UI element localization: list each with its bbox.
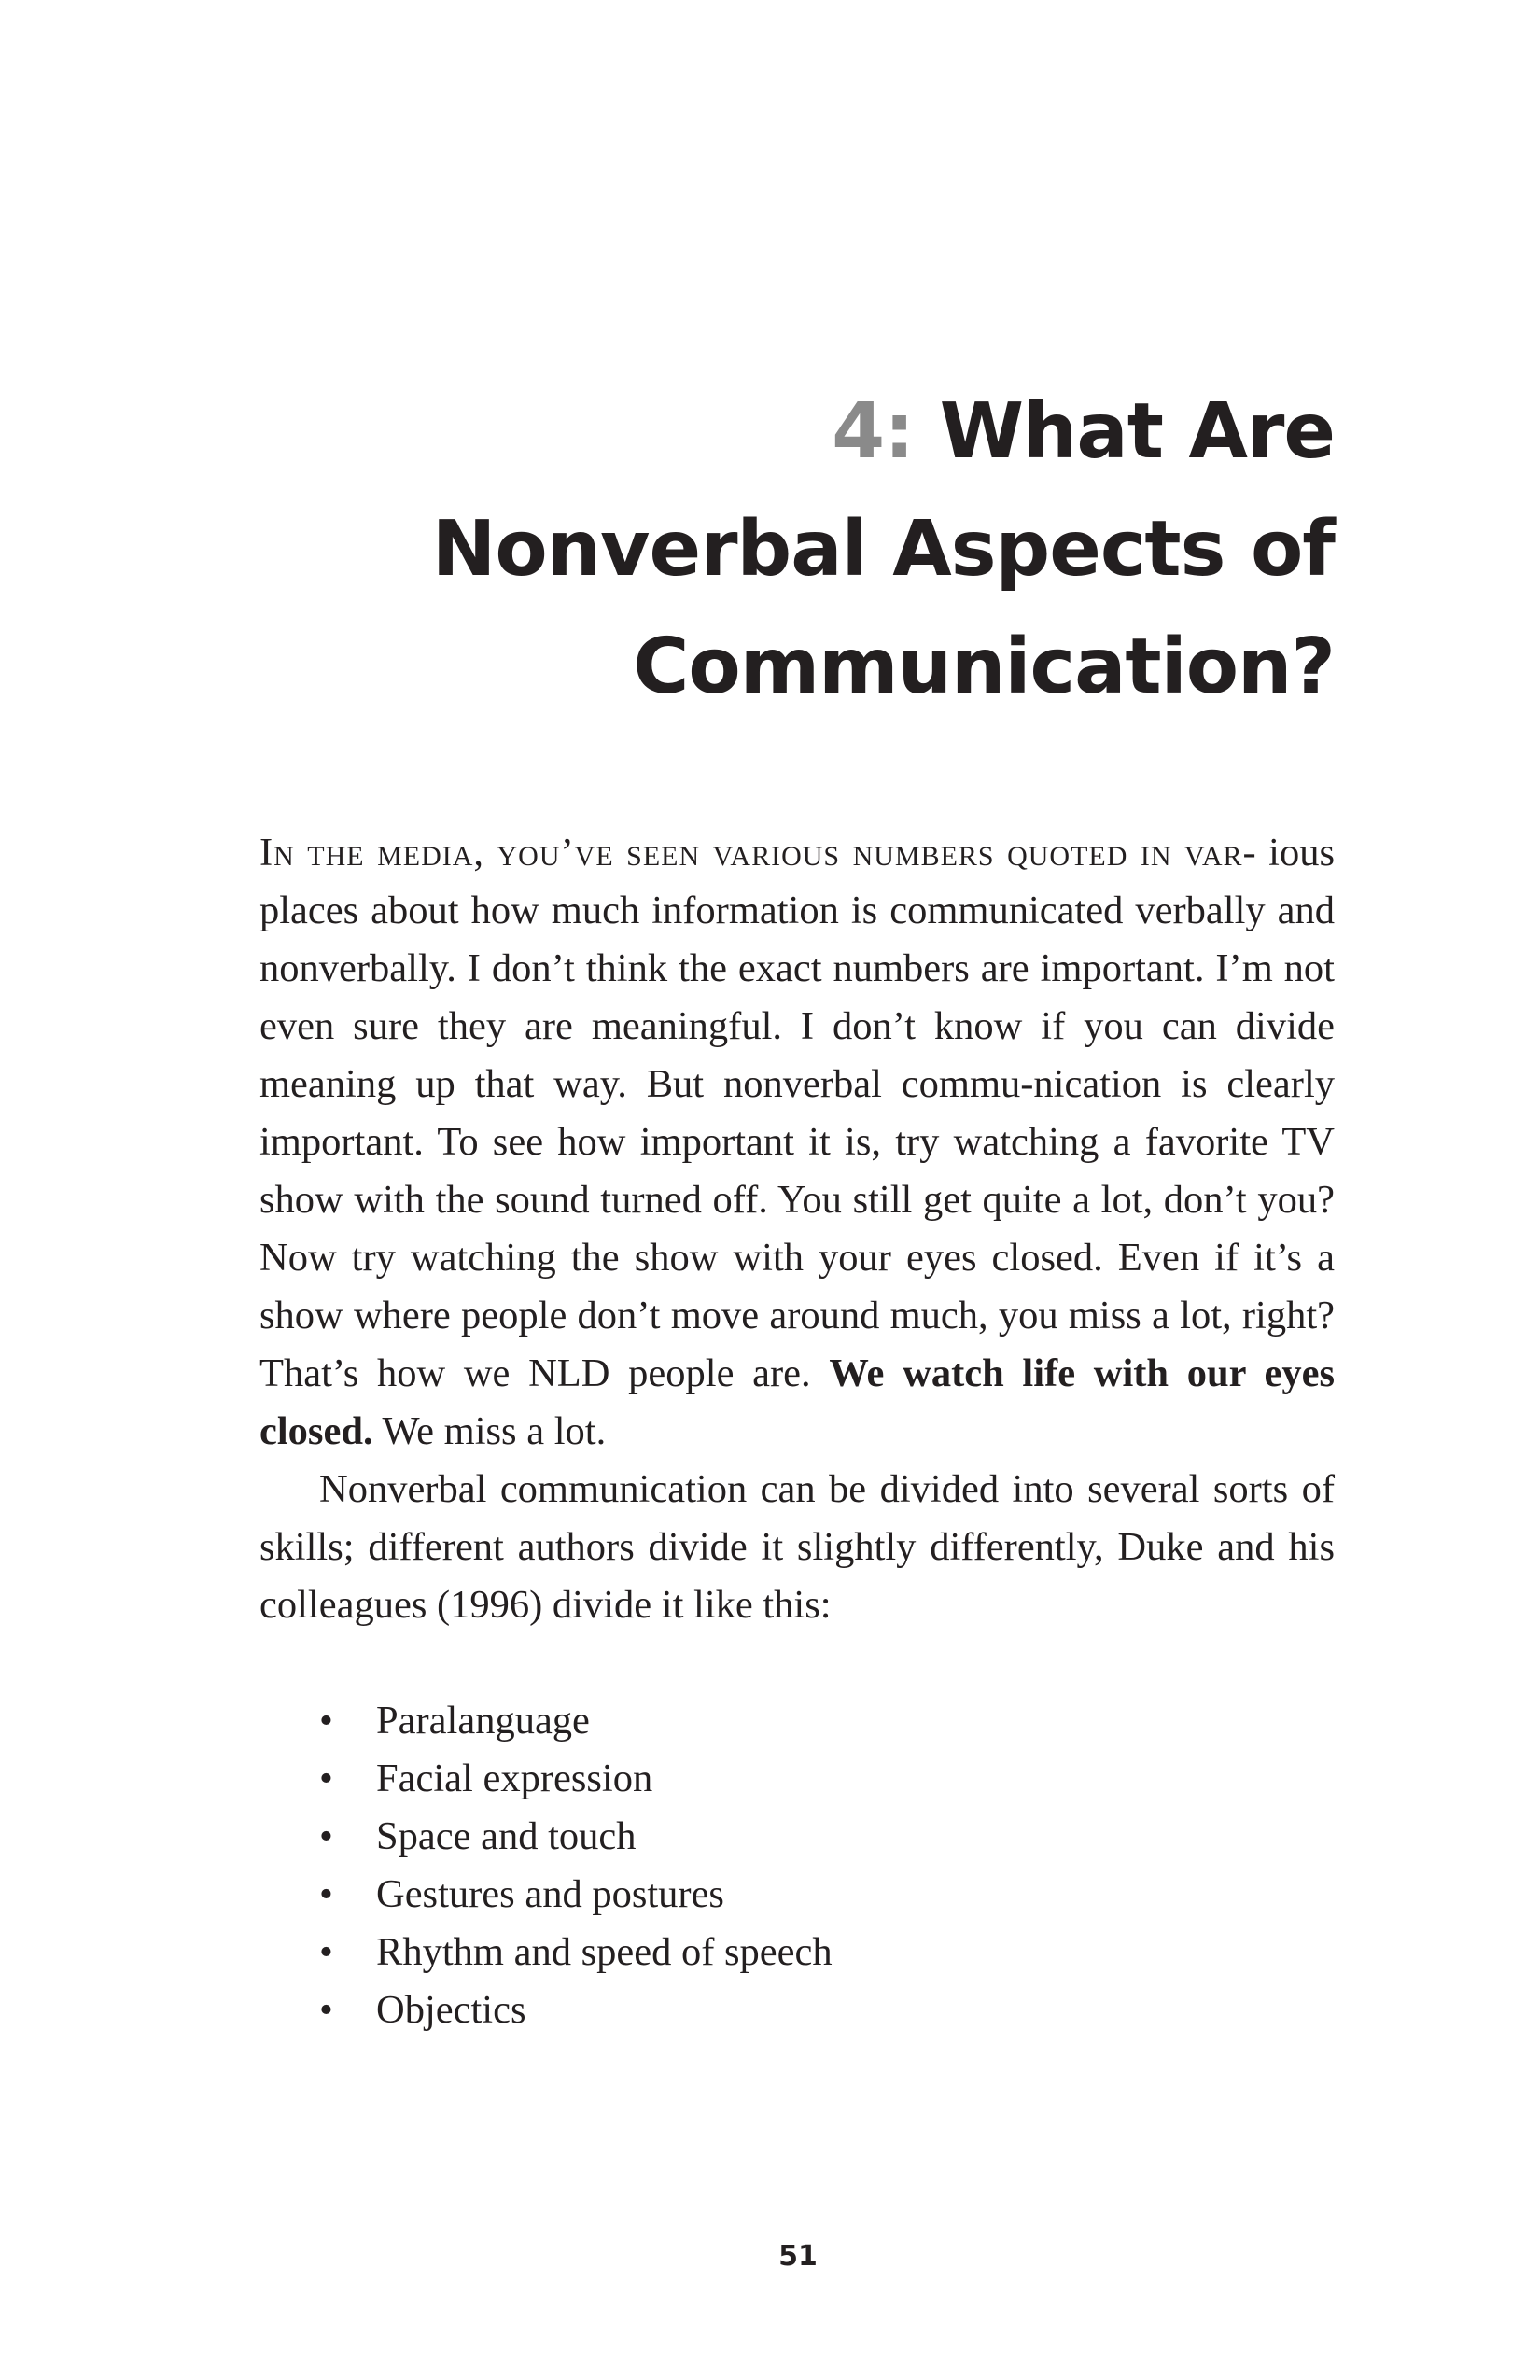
paragraph-2: Nonverbal communication can be divided into several sorts of skills; different authors divide it slightly differently, Duke and his colleagues (1996) divide it like this: — [259, 1467, 1335, 1627]
list-item: • Paralanguage — [259, 1692, 1335, 1750]
lead-in-small-caps: In the media, you’ve seen various numbers quoted in var- — [259, 831, 1257, 875]
list-item: • Objectics — [259, 1981, 1335, 2039]
paragraph-1-end: We miss a lot. — [382, 1409, 607, 1453]
list-item: • Rhythm and speed of speech — [259, 1924, 1335, 1981]
chapter-title-line1: What Are — [939, 387, 1335, 476]
emphasis-bold: We watch life with our eyes closed. — [259, 1351, 1335, 1453]
chapter-heading — [373, 373, 1335, 726]
list-item: • Space and touch — [259, 1808, 1335, 1866]
bullet-list — [259, 1692, 1335, 2039]
list-item: • Facial expression — [259, 1750, 1335, 1808]
page-number: 51 — [778, 2240, 818, 2273]
paragraph-1-text: ious places about how much information is communicated verbally and nonverbally. I don’t think the exact numbers are important. I’m not even sure they are meaningful. I don’t know if you can divide meaning up that way. But nonverbal commu-nication is clearly important. To see how important it is, try watching a favorite TV show with the sound turned off. You still get quite a lot, don’t you? Now try watching the show with your eyes closed. Even if it’s a show where people don’t move around much, you miss a lot, right? That’s how we NLD people are. — [259, 831, 1335, 1395]
chapter-title-line3: Communication? — [633, 623, 1335, 711]
body-text — [259, 824, 1335, 2039]
paragraph-1 — [259, 824, 1335, 1461]
list-item: • Gestures and postures — [259, 1866, 1335, 1924]
chapter-title-line2: Nonverbal Aspects of — [431, 505, 1335, 594]
chapter-number: 4: — [832, 387, 915, 476]
